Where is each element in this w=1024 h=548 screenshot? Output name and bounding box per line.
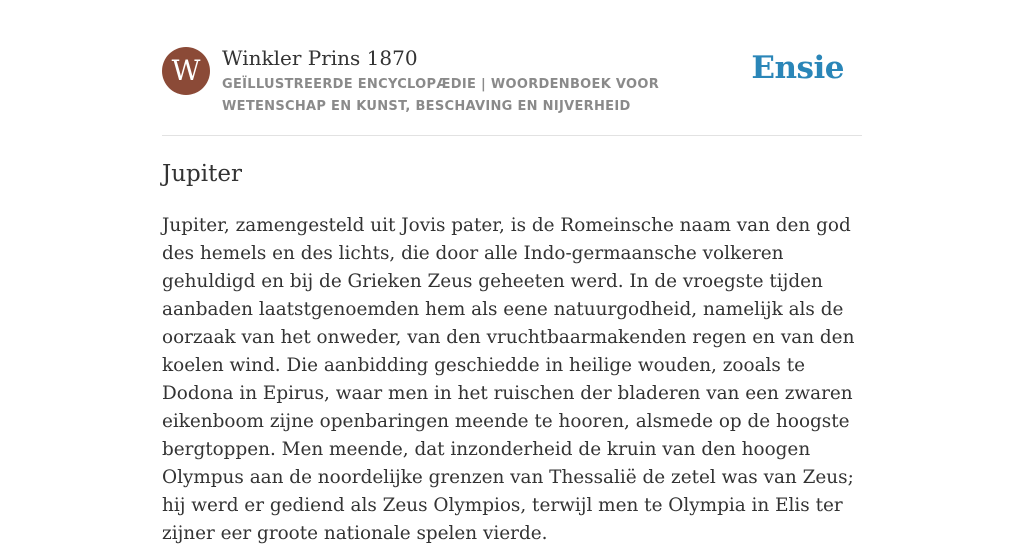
entry-title: Jupiter bbox=[162, 161, 242, 187]
source-subtitle: GEÏLLUSTREERDE ENCYCLOPÆDIE | WOORDENBOEK VOOR WETENSCHAP EN KUNST, BESCHAVING EN NIJVERHEID bbox=[222, 77, 660, 114]
header-divider bbox=[162, 135, 862, 136]
source-avatar[interactable]: W bbox=[162, 47, 210, 95]
ensie-logo-link[interactable]: Ensie bbox=[751, 50, 844, 86]
entry-body-text: Jupiter, zamengesteld uit Jovis pater, is de Romeinsche naam van den god des hemels en des lichts, die door alle Indo-germaansche volkeren gehuldigd en bij de Grieken Zeus geheeten werd. In de vroegste tijden aanbaden laatstgenoemden hem als eene natuurgodheid, namelijk als de oorzaak van het onweder, van den vruchtbaarmakenden regen en van den koelen wind. Die aanbidding geschiedde in heilige wouden, zooals te Dodona in Epirus, waar men in het ruischen der bladeren van een zwaren eikenboom zijne openbaringen meende te hooren, alsmede op de hoogste bergtoppen. Men meende, dat inzonderheid de kruin van den hoogen Olympus aan de noordelijke grenzen van Thessalië de zetel was van Zeus; hij werd er gediend als Zeus Olympios, terwijl men te Olympia in Elis ter zijner eer groote nationale spelen vierde. bbox=[162, 215, 855, 544]
source-info bbox=[222, 44, 762, 118]
source-title-link[interactable]: Winkler Prins 1870 bbox=[222, 46, 418, 70]
source-header bbox=[162, 44, 862, 134]
